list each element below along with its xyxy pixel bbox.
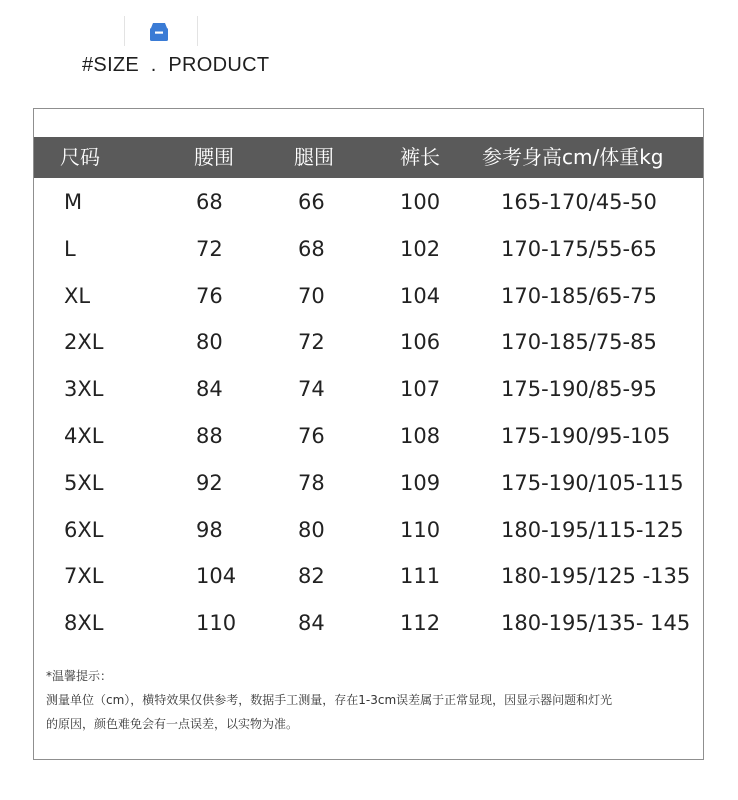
column-header: 腿围 [294,145,334,169]
table-cell: 104 [400,283,441,308]
table-cell: 8XL [64,611,104,636]
table-body [34,178,703,646]
table-cell: 68 [298,236,325,261]
note-text: 测量单位（cm），横特效果仅供参考，数据手工测量，存在1-3cm误差属于正常显现，因显示器问题和灯光 [46,693,613,707]
table-row [34,318,703,365]
table-cell: 72 [298,330,325,355]
table-cell: 76 [196,283,223,308]
table-cell: 180-195/135- 145 [501,611,691,636]
note-title: *温馨提示： [46,669,113,683]
page-title: #SIZE . PRODUCT [82,54,270,76]
table-cell: 78 [298,470,325,495]
table-row [34,459,703,506]
table-cell: 3XL [64,377,104,402]
table-cell: L [64,236,76,261]
table-cell: 170-175/55-65 [501,236,657,261]
table-cell: 74 [298,377,325,402]
table-cell: 84 [298,611,325,636]
table-header [34,137,703,178]
table-cell: 175-190/95-105 [501,423,671,448]
table-cell: 107 [400,377,441,402]
table-cell: 180-195/115-125 [501,517,684,542]
table-cell: 68 [196,190,223,214]
table-cell: 5XL [64,470,104,495]
table-cell: 84 [196,377,223,402]
table-cell: XL [64,283,91,308]
table-cell: 7XL [64,564,104,589]
table-cell: 111 [400,564,441,589]
table-cell: 70 [298,283,325,308]
table-cell: 100 [400,190,441,214]
table-cell: 110 [400,517,441,542]
table-cell: 110 [196,611,237,636]
table-cell: 82 [298,564,325,589]
column-header: 尺码 [60,145,100,169]
table-cell: 165-170/45-50 [501,190,657,214]
tips-note [46,664,696,736]
table-cell: 88 [196,423,223,448]
table-row [34,506,703,553]
table-cell: 170-185/75-85 [501,330,657,355]
table-cell: 170-185/65-75 [501,283,657,308]
table-cell: 76 [298,423,325,448]
table-cell: 108 [400,423,441,448]
divider [124,16,125,46]
table-row [34,412,703,459]
table-cell: 109 [400,470,441,495]
table-row [34,599,703,646]
table-cell: 98 [196,517,223,542]
table-row [34,365,703,412]
table-row [34,178,703,225]
column-header: 参考身高cm/体重kg [482,145,664,169]
note-text: 的原因，颜色难免会有一点误差，以实物为准。 [46,717,299,731]
table-row [34,552,703,599]
column-header: 腰围 [194,145,234,169]
box-icon [148,22,170,42]
table-row [34,272,703,319]
table-cell: 175-190/85-95 [501,377,657,402]
table-cell: 72 [196,236,223,261]
table-cell: 175-190/105-115 [501,470,684,495]
table-cell: 112 [400,611,441,636]
table-cell: 6XL [64,517,104,542]
table-row [34,225,703,272]
table-cell: 80 [196,330,223,355]
table-cell: M [64,190,83,214]
divider [197,16,198,46]
table-cell: 180-195/125 -135 [501,564,691,589]
table-cell: 92 [196,470,223,495]
table-cell: 4XL [64,423,104,448]
table-cell: 106 [400,330,441,355]
table-cell: 66 [298,190,325,214]
table-cell: 104 [196,564,237,589]
column-header: 裤长 [400,145,440,169]
table-cell: 80 [298,517,325,542]
table-cell: 102 [400,236,441,261]
table-cell: 2XL [64,330,104,355]
header-icon-block [124,16,198,48]
